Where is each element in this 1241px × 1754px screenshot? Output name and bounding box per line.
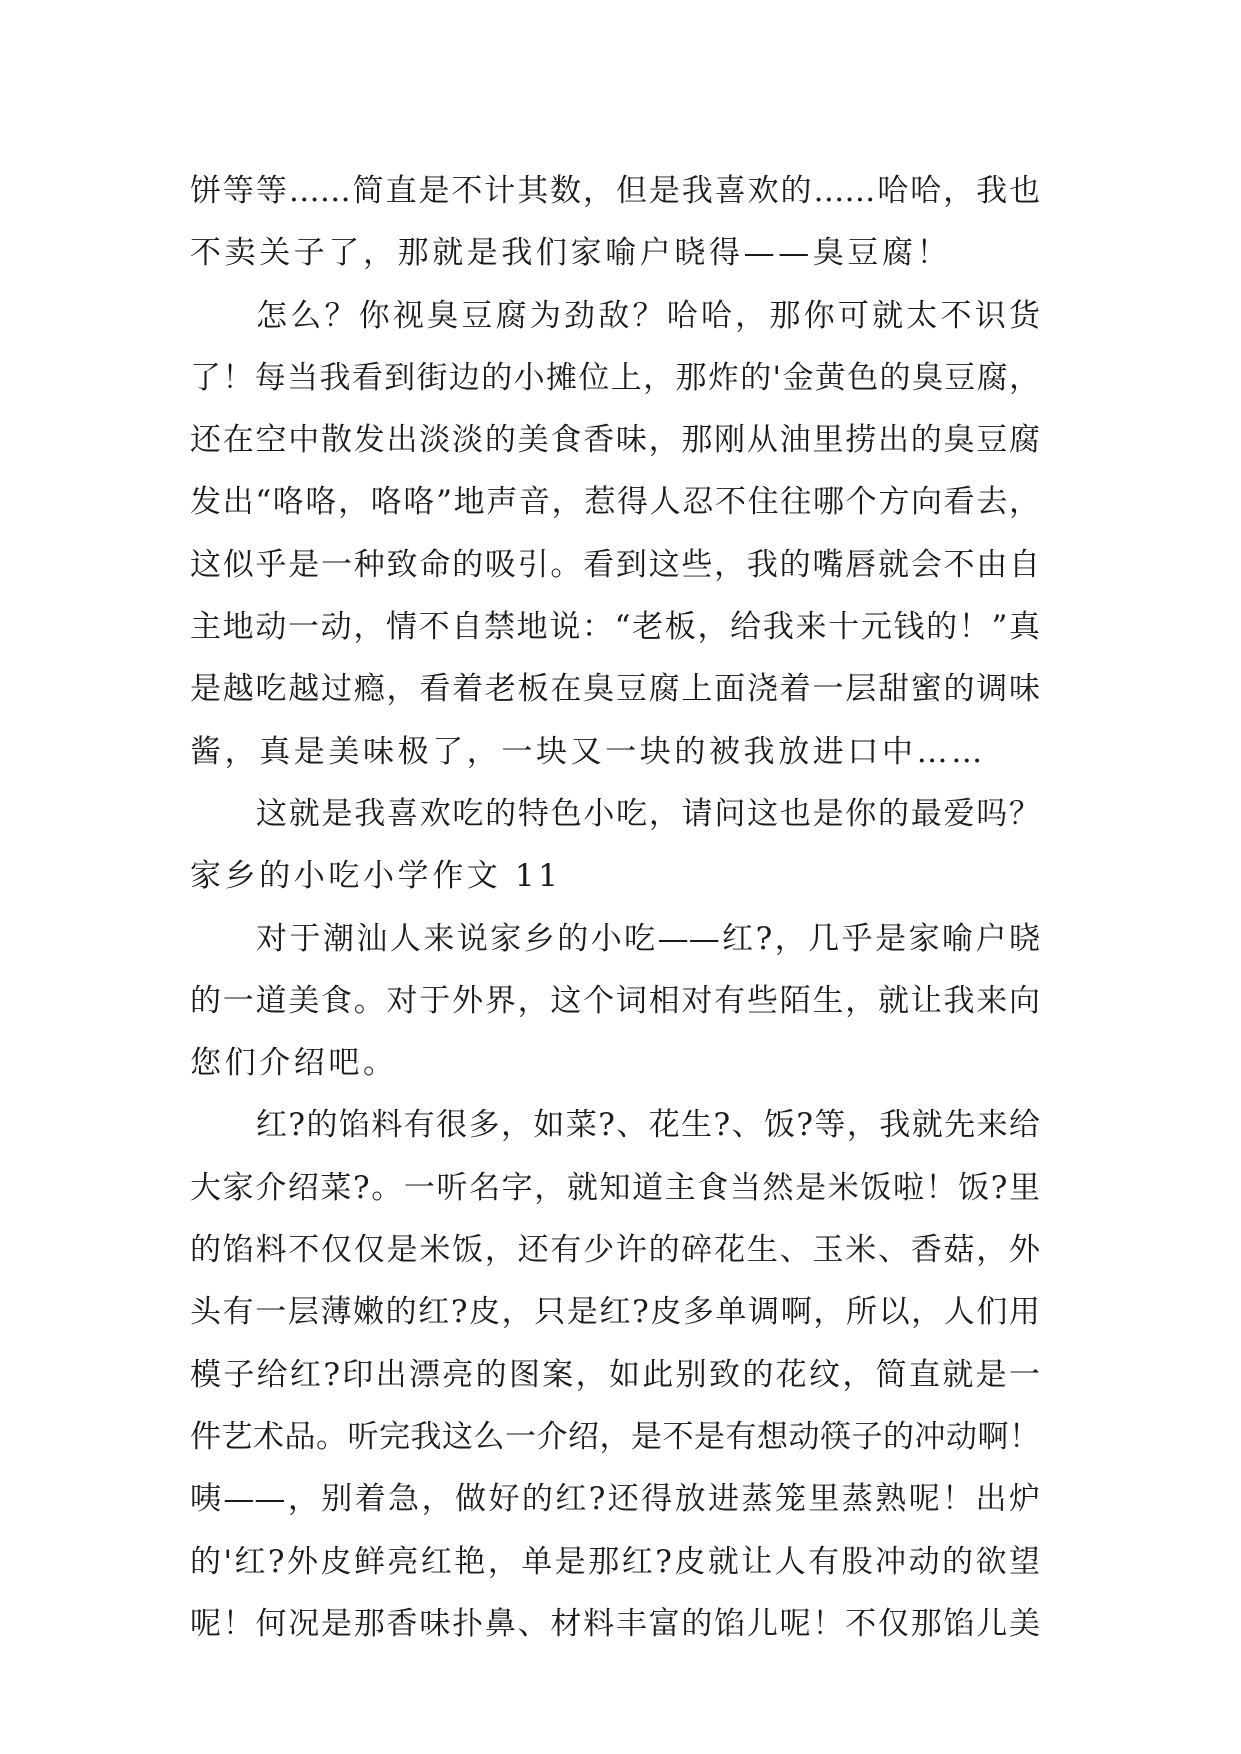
text-line: 模子给红?印出漂亮的图案，如此别致的花纹，简直就是一: [190, 1356, 1040, 1393]
text-line: 的一道美食。对于外界，这个词相对有些陌生，就让我来向: [190, 982, 1040, 1019]
text-line: 这似乎是一种致命的吸引。看到这些，我的嘴唇就会不由自: [190, 546, 1040, 583]
text-line: 发出“咯咯，咯咯”地声音，惹得人忍不住往哪个方向看去，: [190, 484, 1040, 521]
paragraph-first-line: 怎么？你视臭豆腐为劲敌？哈哈，那你可就太不识货: [256, 297, 1040, 334]
paragraph-first-line: 红?的馅料有很多，如菜?、花生?、饭?等，我就先来给: [256, 1107, 1040, 1144]
text-line: 主地动一动，情不自禁地说：“老板，给我来十元钱的！”真: [190, 609, 1040, 646]
text-line: 不卖关子了，那就是我们家喻户晓得——臭豆腐！: [190, 235, 952, 272]
text-line: 您们介绍吧。: [190, 1045, 398, 1082]
document-body: [190, 160, 1040, 1655]
text-line: 的馅料不仅仅是米饭，还有少许的碎花生、玉米、香菇，外: [190, 1232, 1040, 1269]
text-line: 呢！何况是那香味扑鼻、材料丰富的馅儿呢！不仅那馅儿美: [190, 1605, 1040, 1642]
text-line: 还在空中散发出淡淡的美食香味，那刚从油里捞出的臭豆腐: [190, 422, 1040, 459]
text-line: 咦——，别着急，做好的红?还得放进蒸笼里蒸熟呢！出炉: [190, 1481, 1040, 1518]
section-title: 家乡的小吃小学作文 11: [190, 858, 562, 895]
text-line: 头有一层薄嫩的红?皮，只是红?皮多单调啊，所以，人们用: [190, 1294, 1040, 1331]
text-line: 大家介绍菜?。一听名字，就知道主食当然是米饭啦！饭?里: [190, 1169, 1040, 1206]
text-line: 了！每当我看到街边的小摊位上，那炸的'金黄色的臭豆腐，: [190, 359, 1040, 396]
text-line: 酱，真是美味极了，一块又一块的被我放进口中……: [190, 733, 986, 770]
text-line: 的'红?外皮鲜亮红艳，单是那红?皮就让人有股冲动的欲望: [190, 1543, 1040, 1580]
text-line: 件艺术品。听完我这么一介绍，是不是有想动筷子的冲动啊！: [190, 1418, 1040, 1455]
text-line: 是越吃越过瘾，看着老板在臭豆腐上面浇着一层甜蜜的调味: [190, 671, 1040, 708]
paragraph-first-line: 这就是我喜欢吃的特色小吃，请问这也是你的最爱吗？: [256, 795, 1040, 832]
paragraph-first-line: 对于潮汕人来说家乡的小吃——红?，几乎是家喻户晓: [256, 920, 1040, 957]
text-line: 饼等等……简直是不计其数，但是我喜欢的……哈哈，我也: [190, 173, 1040, 209]
